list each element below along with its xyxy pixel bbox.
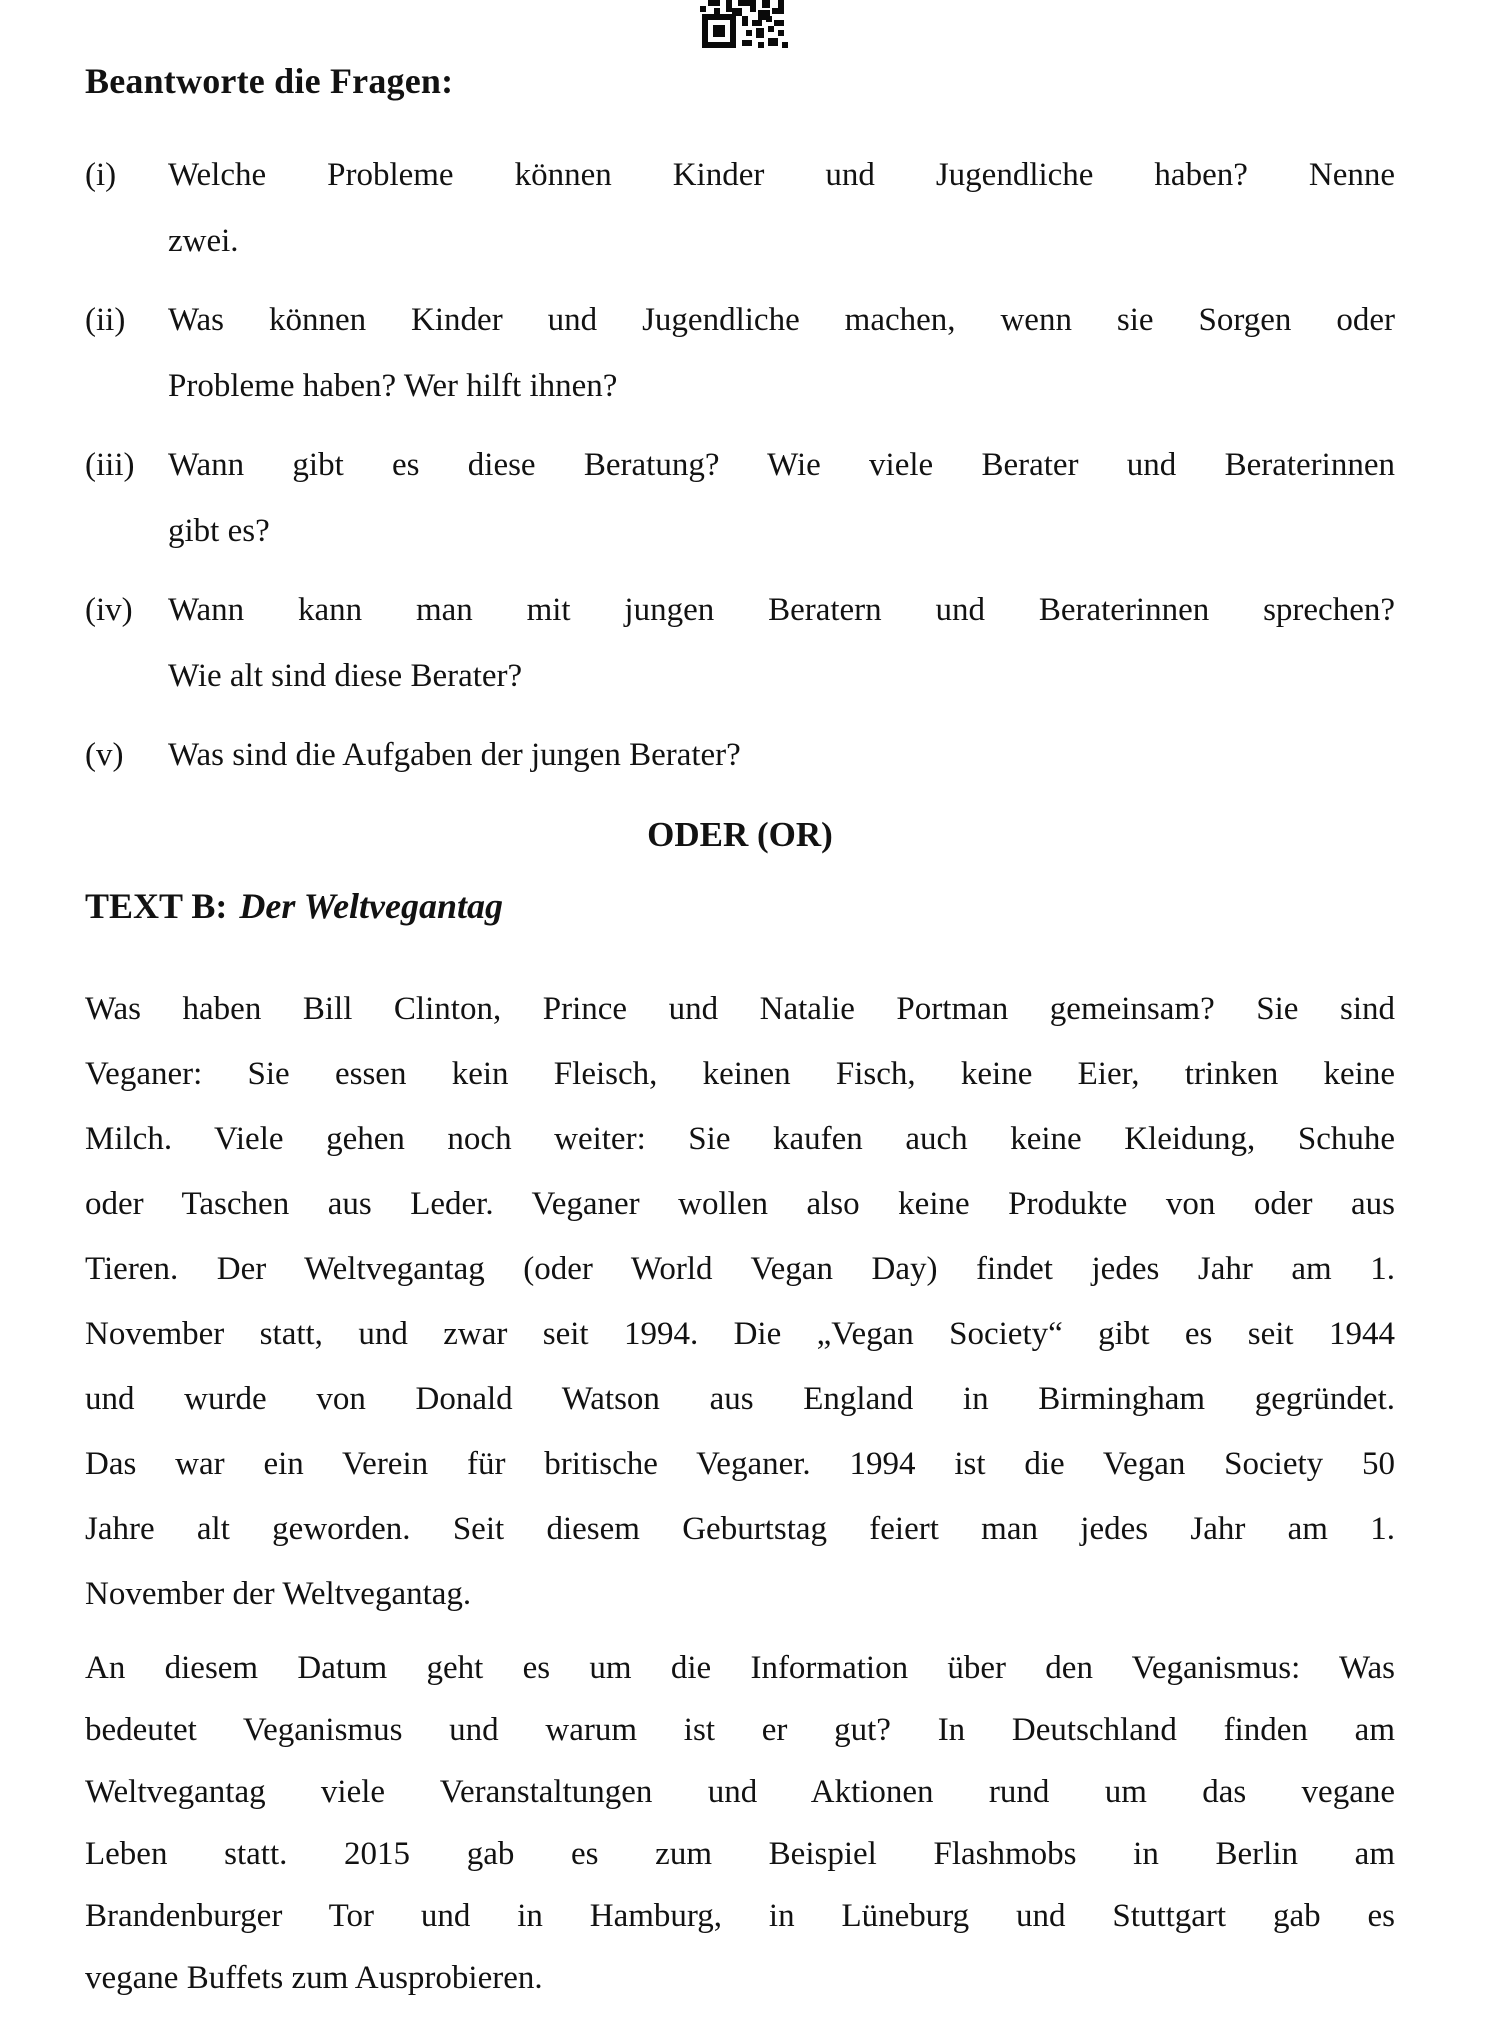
paragraph-line: Veganer: Sie essen kein Fleisch, keinen Fisch, keine Eier, trinken keine <box>85 1056 1395 1092</box>
question-item-iii <box>85 432 1395 564</box>
text-b-label: TEXT B: <box>85 886 228 926</box>
paragraph-line: und wurde von Donald Watson aus England in Birmingham gegründet. <box>85 1381 1395 1417</box>
question-line: gibt es? <box>168 513 270 549</box>
question-item-iv <box>85 577 1395 709</box>
paragraph-line: Milch. Viele gehen noch weiter: Sie kaufen auch keine Kleidung, Schuhe <box>85 1121 1395 1157</box>
text-b-paragraph-1 <box>85 977 1395 1627</box>
question-line: Wann gibt es diese Beratung? Wie viele Berater und Beraterinnen <box>168 447 1395 483</box>
section-heading: Beantworte die Fragen: <box>85 61 454 101</box>
paragraph-line: Leben statt. 2015 gab es zum Beispiel Flashmobs in Berlin am <box>85 1836 1395 1872</box>
oder-divider: ODER (OR) <box>647 815 833 854</box>
question-line: Probleme haben? Wer hilft ihnen? <box>168 368 618 404</box>
question-number: (i) <box>85 157 117 193</box>
paragraph-line: November statt, und zwar seit 1994. Die „Vegan Society“ gibt es seit 1944 <box>85 1316 1395 1352</box>
question-item-i <box>85 142 1395 274</box>
question-line: Wie alt sind diese Berater? <box>168 658 523 694</box>
paragraph-line: November der Weltvegantag. <box>85 1576 472 1612</box>
question-number: (ii) <box>85 302 126 338</box>
paragraph-line: Das war ein Verein für britische Veganer. 1994 ist die Vegan Society 50 <box>85 1446 1395 1482</box>
text-b-heading <box>85 883 1395 929</box>
paragraph-line: Was haben Bill Clinton, Prince und Natalie Portman gemeinsam? Sie sind <box>85 991 1395 1027</box>
paragraph-line: Jahre alt geworden. Seit diesem Geburtstag feiert man jedes Jahr am 1. <box>85 1511 1395 1547</box>
question-line: Was sind die Aufgaben der jungen Berater? <box>168 737 741 773</box>
question-line: Wann kann man mit jungen Beratern und Beraterinnen sprechen? <box>168 592 1395 628</box>
page-content <box>85 0 1395 2009</box>
question-number: (v) <box>85 737 124 773</box>
question-item-v <box>85 722 1395 788</box>
paragraph-line: vegane Buffets zum Ausprobieren. <box>85 1960 543 1996</box>
question-number: (iii) <box>85 447 135 483</box>
question-number: (iv) <box>85 592 133 628</box>
paragraph-line: An diesem Datum geht es um die Information über den Veganismus: Was <box>85 1650 1395 1686</box>
paragraph-line: bedeutet Veganismus und warum ist er gut? In Deutschland finden am <box>85 1712 1395 1748</box>
question-line: Welche Probleme können Kinder und Jugendliche haben? Nenne <box>168 157 1395 193</box>
text-b-title: Der Weltvegantag <box>239 886 504 926</box>
paragraph-line: Weltvegantag viele Veranstaltungen und Aktionen rund um das vegane <box>85 1774 1395 1810</box>
question-line: Was können Kinder und Jugendliche machen, wenn sie Sorgen oder <box>168 302 1395 338</box>
question-line: zwei. <box>168 223 239 259</box>
question-item-ii <box>85 287 1395 419</box>
questions-list <box>85 142 1395 788</box>
paragraph-line: Brandenburger Tor und in Hamburg, in Lüneburg und Stuttgart gab es <box>85 1898 1395 1934</box>
paragraph-line: Tieren. Der Weltvegantag (oder World Vegan Day) findet jedes Jahr am 1. <box>85 1251 1395 1287</box>
paragraph-line: oder Taschen aus Leder. Veganer wollen also keine Produkte von oder aus <box>85 1186 1395 1222</box>
text-b-paragraph-2 <box>85 1637 1395 2009</box>
